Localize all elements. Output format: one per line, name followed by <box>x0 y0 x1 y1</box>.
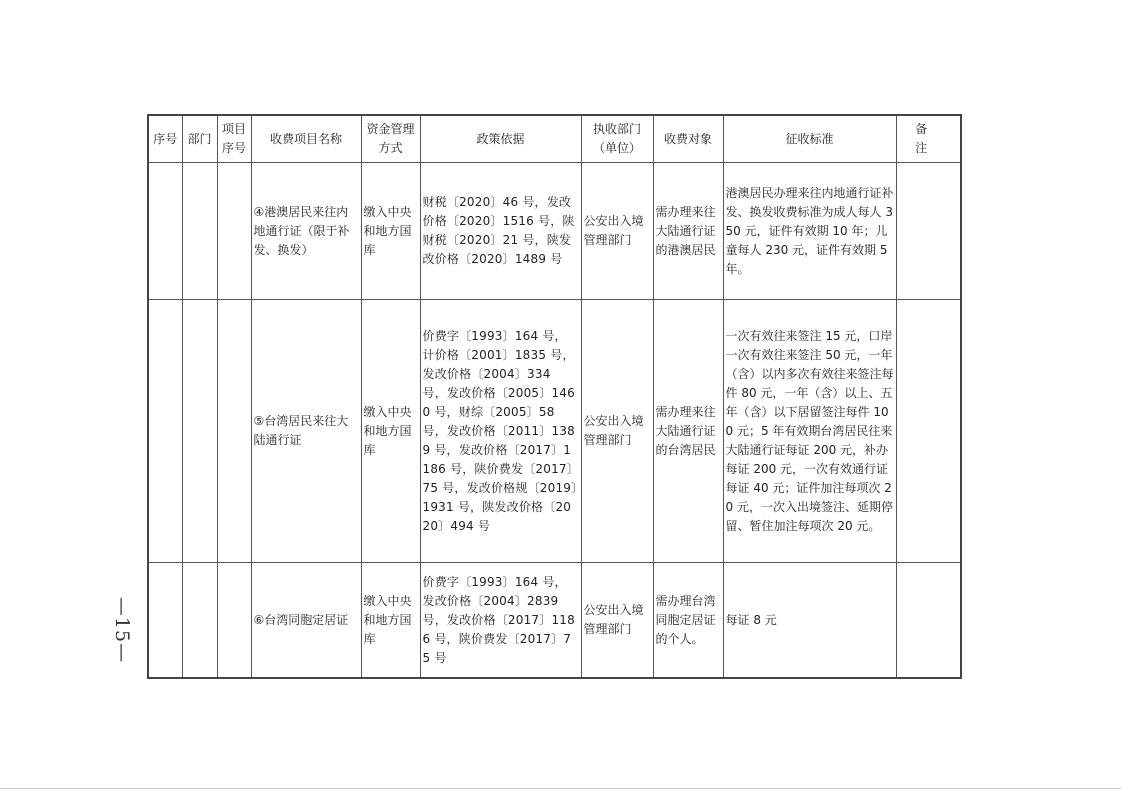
cell-item-no <box>217 563 251 679</box>
table-header-row <box>148 115 961 163</box>
header-fund-mgmt: 资金管理方式 <box>361 115 420 163</box>
cell-target: 需办理来往大陆通行证的台湾居民 <box>653 300 723 563</box>
cell-dept <box>182 300 217 563</box>
cell-item-no <box>217 300 251 563</box>
cell-target: 需办理来往大陆通行证的港澳居民 <box>653 163 723 300</box>
header-policy: 政策依据 <box>420 115 581 163</box>
cell-collecting-dept: 公安出入境管理部门 <box>581 163 653 300</box>
cell-seq <box>148 563 182 679</box>
header-target: 收费对象 <box>653 115 723 163</box>
cell-fee-name: ④港澳居民来往内地通行证（限于补发、换发） <box>251 163 361 300</box>
cell-seq <box>148 163 182 300</box>
table-row <box>148 163 961 300</box>
cell-policy: 价费字〔1993〕164 号，计价格〔2001〕1835 号，发改价格〔2004〕334 号，发改价格〔2005〕1460 号，财综〔2005〕58 号，发改价格〔2011〕1389 号，发改价格〔2017〕1186 号，陕价费发〔2017〕75 号，发改价格规〔2019〕1931 号，陕发改价格〔2020〕494 号 <box>420 300 581 563</box>
cell-remark <box>896 163 961 300</box>
header-dept: 部门 <box>182 115 217 163</box>
cell-policy: 财税〔2020〕46 号，发改价格〔2020〕1516 号，陕财税〔2020〕21 号，陕发改价格〔2020〕1489 号 <box>420 163 581 300</box>
header-fee-name: 收费项目名称 <box>251 115 361 163</box>
cell-policy: 价费字〔1993〕164 号，发改价格〔2004〕2839 号，发改价格〔2017〕1186 号，陕价费发〔2017〕75 号 <box>420 563 581 679</box>
table-row <box>148 563 961 679</box>
header-item-no: 项目序号 <box>217 115 251 163</box>
cell-seq <box>148 300 182 563</box>
header-seq: 序号 <box>148 115 182 163</box>
header-standard: 征收标准 <box>723 115 896 163</box>
cell-fee-name: ⑤台湾居民来往大陆通行证 <box>251 300 361 563</box>
cell-item-no <box>217 163 251 300</box>
cell-standard: 一次有效往来签注 15 元，口岸一次有效往来签注 50 元，一年（含）以内多次有效往来签注每件 80 元，一年（含）以上、五年（含）以下居留签注每件 100 元；5 年有效期台湾居民往来大陆通行证每证 200 元，补办每证 200 元，一次有效通行证每证 40 元；证件加注每项次 20 元，一次入出境签注、延期停留、暂住加注每项次 20 元。 <box>723 300 896 563</box>
cell-remark <box>896 300 961 563</box>
cell-standard: 港澳居民办理来往内地通行证补发、换发收费标准为成人每人 350 元，证件有效期 10 年；儿童每人 230 元，证件有效期 5 年。 <box>723 163 896 300</box>
cell-dept <box>182 163 217 300</box>
cell-standard: 每证 8 元 <box>723 563 896 679</box>
cell-remark <box>896 563 961 679</box>
cell-fund-mgmt: 缴入中央和地方国库 <box>361 300 420 563</box>
cell-fee-name: ⑥台湾同胞定居证 <box>251 563 361 679</box>
cell-dept <box>182 563 217 679</box>
table-row <box>148 300 961 563</box>
cell-collecting-dept: 公安出入境管理部门 <box>581 300 653 563</box>
cell-fund-mgmt: 缴入中央和地方国库 <box>361 563 420 679</box>
fee-standard-table <box>147 114 962 679</box>
cell-target: 需办理台湾同胞定居证的个人。 <box>653 563 723 679</box>
header-collecting-dept: 执收部门（单位） <box>581 115 653 163</box>
header-remark: 备 注 <box>896 115 961 163</box>
page-number: —15— <box>111 596 133 664</box>
cell-collecting-dept: 公安出入境管理部门 <box>581 563 653 679</box>
page-bottom-edge <box>0 788 1121 789</box>
cell-fund-mgmt: 缴入中央和地方国库 <box>361 163 420 300</box>
